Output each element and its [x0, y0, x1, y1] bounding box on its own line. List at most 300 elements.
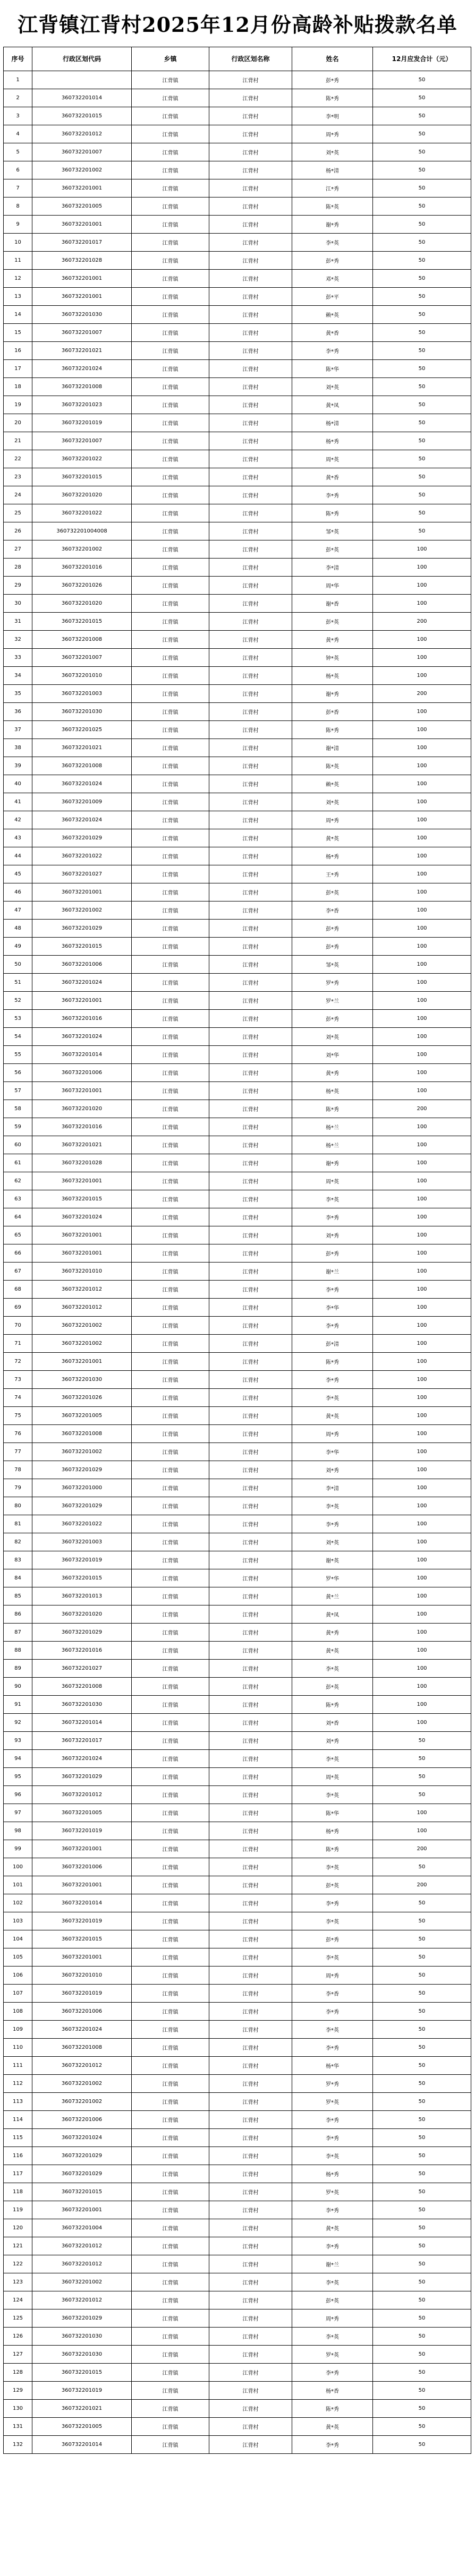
cell-index: 110 — [4, 2039, 32, 2057]
table-row — [4, 2003, 471, 2021]
cell-name: 李*英 — [292, 1786, 373, 1804]
cell-name: 李*秀 — [292, 2436, 373, 2454]
table-row — [4, 522, 471, 540]
cell-town: 江背镇 — [132, 540, 209, 559]
cell-amount: 100 — [373, 1443, 471, 1461]
cell-town: 江背镇 — [132, 2364, 209, 2382]
cell-code: 360732201002 — [32, 540, 132, 559]
cell-town: 江背镇 — [132, 883, 209, 901]
cell-index: 102 — [4, 1894, 32, 1912]
cell-index: 61 — [4, 1154, 32, 1172]
cell-town: 江背镇 — [132, 89, 209, 107]
cell-town: 江背镇 — [132, 1371, 209, 1389]
cell-amount: 100 — [373, 1010, 471, 1028]
cell-amount: 50 — [373, 486, 471, 504]
cell-name: 江*秀 — [292, 179, 373, 198]
cell-town: 江背镇 — [132, 847, 209, 865]
cell-town: 江背镇 — [132, 522, 209, 540]
cell-town: 江背镇 — [132, 2093, 209, 2111]
cell-amount: 50 — [373, 2219, 471, 2237]
cell-code: 360732201029 — [32, 1624, 132, 1642]
cell-index: 46 — [4, 883, 32, 901]
table-row — [4, 938, 471, 956]
cell-code: 360732201020 — [32, 486, 132, 504]
cell-name: 彭*秀 — [292, 1930, 373, 1948]
cell-village: 江背村 — [209, 1226, 292, 1244]
cell-code: 360732201002 — [32, 161, 132, 179]
cell-village: 江背村 — [209, 938, 292, 956]
table-row — [4, 125, 471, 143]
cell-town: 江背镇 — [132, 1985, 209, 2003]
cell-amount: 100 — [373, 1244, 471, 1263]
cell-amount: 100 — [373, 1064, 471, 1082]
cell-index: 53 — [4, 1010, 32, 1028]
cell-town: 江背镇 — [132, 107, 209, 125]
cell-name: 周*秀 — [292, 811, 373, 829]
cell-village: 江背村 — [209, 1930, 292, 1948]
cell-town: 江背镇 — [132, 1533, 209, 1551]
cell-town: 江背镇 — [132, 667, 209, 685]
cell-code: 360732201030 — [32, 703, 132, 721]
cell-index: 7 — [4, 179, 32, 198]
cell-code: 360732201028 — [32, 1154, 132, 1172]
cell-name: 刘*英 — [292, 1533, 373, 1551]
cell-name: 杨*秀 — [292, 2165, 373, 2183]
table-row — [4, 306, 471, 324]
cell-code: 360732201002 — [32, 901, 132, 920]
cell-amount: 100 — [373, 901, 471, 920]
table-body — [4, 71, 471, 2454]
cell-code: 360732201029 — [32, 1768, 132, 1786]
cell-name: 谢*秀 — [292, 216, 373, 234]
cell-name: 罗*兰 — [292, 992, 373, 1010]
cell-amount: 100 — [373, 1533, 471, 1551]
table-row — [4, 1660, 471, 1678]
cell-index: 109 — [4, 2021, 32, 2039]
cell-village: 江背村 — [209, 1985, 292, 2003]
cell-name: 李*英 — [292, 1858, 373, 1876]
cell-code: 360732201015 — [32, 2364, 132, 2382]
cell-name: 陈*秀 — [292, 1696, 373, 1714]
cell-village: 江背村 — [209, 486, 292, 504]
cell-amount: 100 — [373, 1587, 471, 1605]
cell-code: 360732201020 — [32, 1605, 132, 1624]
cell-amount: 100 — [373, 1208, 471, 1226]
table-row — [4, 559, 471, 577]
cell-code: 360732201029 — [32, 920, 132, 938]
cell-village: 江背村 — [209, 1551, 292, 1569]
cell-code: 360732201001 — [32, 179, 132, 198]
cell-index: 90 — [4, 1678, 32, 1696]
cell-town: 江背镇 — [132, 685, 209, 703]
cell-village: 江背村 — [209, 1732, 292, 1750]
cell-code: 360732201012 — [32, 2237, 132, 2255]
cell-village: 江背村 — [209, 1118, 292, 1136]
cell-index: 104 — [4, 1930, 32, 1948]
cell-amount: 100 — [373, 1082, 471, 1100]
cell-town: 江背镇 — [132, 1353, 209, 1371]
cell-amount: 50 — [373, 2003, 471, 2021]
cell-code: 360732201013 — [32, 1587, 132, 1605]
cell-town: 江背镇 — [132, 1714, 209, 1732]
cell-name: 彭*秀 — [292, 252, 373, 270]
cell-name: 刘*英 — [292, 378, 373, 396]
cell-town: 江背镇 — [132, 125, 209, 143]
cell-code: 360732201024 — [32, 2021, 132, 2039]
cell-village: 江背村 — [209, 2328, 292, 2346]
cell-town: 江背镇 — [132, 1569, 209, 1587]
cell-village: 江背村 — [209, 2039, 292, 2057]
cell-name: 罗*英 — [292, 2183, 373, 2201]
table-row — [4, 234, 471, 252]
cell-village: 江背村 — [209, 1461, 292, 1479]
table-row — [4, 143, 471, 161]
cell-code: 360732201019 — [32, 1912, 132, 1930]
cell-name: 彭*平 — [292, 288, 373, 306]
cell-name: 李*秀 — [292, 2039, 373, 2057]
cell-code: 360732201005 — [32, 2418, 132, 2436]
cell-index: 25 — [4, 504, 32, 522]
cell-code: 360732201001 — [32, 1840, 132, 1858]
cell-amount: 50 — [373, 414, 471, 432]
cell-name: 李*英 — [292, 1660, 373, 1678]
cell-amount: 100 — [373, 974, 471, 992]
cell-index: 98 — [4, 1822, 32, 1840]
cell-town: 江背镇 — [132, 324, 209, 342]
cell-index: 43 — [4, 829, 32, 847]
cell-town: 江背镇 — [132, 1840, 209, 1858]
cell-code: 360732201002 — [32, 2093, 132, 2111]
cell-town: 江背镇 — [132, 757, 209, 775]
cell-amount: 100 — [373, 1461, 471, 1479]
cell-code: 360732201015 — [32, 1569, 132, 1587]
cell-name: 李*英 — [292, 1750, 373, 1768]
cell-amount: 50 — [373, 1768, 471, 1786]
cell-amount: 100 — [373, 1136, 471, 1154]
table-row — [4, 360, 471, 378]
cell-town: 江背镇 — [132, 143, 209, 161]
cell-town: 江背镇 — [132, 1967, 209, 1985]
cell-index: 86 — [4, 1605, 32, 1624]
cell-index: 89 — [4, 1660, 32, 1678]
cell-code: 360732201001 — [32, 1244, 132, 1263]
cell-name: 陈*秀 — [292, 2400, 373, 2418]
cell-code: 360732201014 — [32, 89, 132, 107]
cell-index: 64 — [4, 1208, 32, 1226]
cell-amount: 50 — [373, 450, 471, 468]
cell-name: 李*秀 — [292, 2111, 373, 2129]
cell-code: 360732201012 — [32, 2057, 132, 2075]
cell-name: 谢*香 — [292, 595, 373, 613]
cell-village: 江背村 — [209, 198, 292, 216]
cell-index: 2 — [4, 89, 32, 107]
cell-name: 李*英 — [292, 1389, 373, 1407]
cell-index: 9 — [4, 216, 32, 234]
cell-index: 129 — [4, 2382, 32, 2400]
cell-name: 周*秀 — [292, 2309, 373, 2328]
cell-amount: 100 — [373, 883, 471, 901]
table-row — [4, 2418, 471, 2436]
cell-town: 江背镇 — [132, 1912, 209, 1930]
cell-amount: 50 — [373, 2093, 471, 2111]
cell-town: 江背镇 — [132, 396, 209, 414]
cell-code: 360732201029 — [32, 2309, 132, 2328]
cell-code: 360732201004008 — [32, 522, 132, 540]
cell-town: 江背镇 — [132, 2201, 209, 2219]
cell-amount: 50 — [373, 143, 471, 161]
cell-village: 江背村 — [209, 1100, 292, 1118]
cell-name: 李*秀 — [292, 1281, 373, 1299]
cell-town: 江背镇 — [132, 1696, 209, 1714]
table-row — [4, 2255, 471, 2273]
cell-town: 江背镇 — [132, 938, 209, 956]
cell-town: 江背镇 — [132, 920, 209, 938]
table-row — [4, 2364, 471, 2382]
table-row — [4, 649, 471, 667]
cell-index: 20 — [4, 414, 32, 432]
cell-index: 13 — [4, 288, 32, 306]
table-row — [4, 703, 471, 721]
table-row — [4, 1226, 471, 1244]
cell-index: 16 — [4, 342, 32, 360]
cell-index: 58 — [4, 1100, 32, 1118]
table-row — [4, 1515, 471, 1533]
table-row — [4, 2021, 471, 2039]
cell-index: 76 — [4, 1425, 32, 1443]
cell-amount: 100 — [373, 1515, 471, 1533]
cell-amount: 100 — [373, 1335, 471, 1353]
cell-index: 36 — [4, 703, 32, 721]
table-row — [4, 1985, 471, 2003]
cell-index: 87 — [4, 1624, 32, 1642]
cell-index: 54 — [4, 1028, 32, 1046]
cell-town: 江背镇 — [132, 161, 209, 179]
cell-index: 57 — [4, 1082, 32, 1100]
cell-village: 江背村 — [209, 1642, 292, 1660]
cell-index: 10 — [4, 234, 32, 252]
cell-code — [32, 71, 132, 89]
cell-index: 12 — [4, 270, 32, 288]
cell-name: 黄*英 — [292, 2219, 373, 2237]
cell-code: 360732201012 — [32, 2291, 132, 2309]
cell-name: 杨*香 — [292, 2382, 373, 2400]
table-row — [4, 2165, 471, 2183]
cell-amount: 50 — [373, 2382, 471, 2400]
cell-town: 江背镇 — [132, 2255, 209, 2273]
cell-name: 王*秀 — [292, 865, 373, 883]
cell-village: 江背村 — [209, 432, 292, 450]
table-row — [4, 2201, 471, 2219]
table-row — [4, 1118, 471, 1136]
cell-amount: 50 — [373, 1894, 471, 1912]
cell-name: 刘*香 — [292, 1714, 373, 1732]
cell-amount: 100 — [373, 1551, 471, 1569]
cell-code: 360732201004 — [32, 2219, 132, 2237]
cell-name: 赖*英 — [292, 306, 373, 324]
table-row — [4, 1840, 471, 1858]
cell-amount: 100 — [373, 757, 471, 775]
cell-village: 江背村 — [209, 540, 292, 559]
cell-code: 360732201000 — [32, 1479, 132, 1497]
table-row — [4, 757, 471, 775]
cell-name: 李*秀 — [292, 2129, 373, 2147]
table-row — [4, 1678, 471, 1696]
cell-amount: 50 — [373, 2021, 471, 2039]
table-row — [4, 396, 471, 414]
cell-village: 江背村 — [209, 360, 292, 378]
cell-name: 黄*香 — [292, 324, 373, 342]
cell-amount: 100 — [373, 1118, 471, 1136]
header-town: 乡镇 — [132, 47, 209, 71]
header-row — [4, 47, 471, 71]
table-row — [4, 1064, 471, 1082]
cell-village: 江背村 — [209, 703, 292, 721]
cell-name: 刘*秀 — [292, 1461, 373, 1479]
cell-village: 江背村 — [209, 2400, 292, 2418]
cell-amount: 100 — [373, 577, 471, 595]
cell-index: 75 — [4, 1407, 32, 1425]
cell-name: 周*秀 — [292, 1425, 373, 1443]
cell-index: 49 — [4, 938, 32, 956]
cell-village: 江背村 — [209, 1479, 292, 1497]
cell-name: 谢*清 — [292, 739, 373, 757]
cell-index: 24 — [4, 486, 32, 504]
cell-town: 江背镇 — [132, 1208, 209, 1226]
table-row — [4, 1461, 471, 1479]
table-row — [4, 1082, 471, 1100]
cell-index: 73 — [4, 1371, 32, 1389]
cell-village: 江背村 — [209, 2129, 292, 2147]
cell-name: 彭*秀 — [292, 920, 373, 938]
cell-name: 周*英 — [292, 1172, 373, 1190]
cell-amount: 50 — [373, 107, 471, 125]
table-row — [4, 1425, 471, 1443]
cell-amount: 200 — [373, 685, 471, 703]
cell-name: 谢*秀 — [292, 1154, 373, 1172]
cell-code: 360732201002 — [32, 1443, 132, 1461]
cell-amount: 100 — [373, 667, 471, 685]
cell-town: 江背镇 — [132, 2237, 209, 2255]
cell-code: 360732201006 — [32, 1858, 132, 1876]
cell-index: 51 — [4, 974, 32, 992]
cell-village: 江背村 — [209, 1497, 292, 1515]
cell-index: 130 — [4, 2400, 32, 2418]
cell-amount: 50 — [373, 179, 471, 198]
cell-village: 江背村 — [209, 721, 292, 739]
table-row — [4, 2436, 471, 2454]
table-row — [4, 1696, 471, 1714]
cell-name: 杨*华 — [292, 2057, 373, 2075]
cell-village: 江背村 — [209, 1768, 292, 1786]
table-row — [4, 161, 471, 179]
cell-village: 江背村 — [209, 901, 292, 920]
cell-amount: 100 — [373, 1479, 471, 1497]
cell-town: 江背镇 — [132, 198, 209, 216]
cell-amount: 50 — [373, 2436, 471, 2454]
cell-village: 江背村 — [209, 1064, 292, 1082]
cell-village: 江背村 — [209, 89, 292, 107]
cell-town: 江背镇 — [132, 270, 209, 288]
cell-name: 周*华 — [292, 577, 373, 595]
cell-town: 江背镇 — [132, 252, 209, 270]
cell-code: 360732201003 — [32, 685, 132, 703]
cell-amount: 100 — [373, 1172, 471, 1190]
cell-index: 117 — [4, 2165, 32, 2183]
table-row — [4, 2129, 471, 2147]
table-row — [4, 2057, 471, 2075]
cell-name: 周*秀 — [292, 125, 373, 143]
cell-name: 谢*英 — [292, 1551, 373, 1569]
cell-code: 360732201029 — [32, 829, 132, 847]
table-row — [4, 901, 471, 920]
table-row — [4, 721, 471, 739]
cell-amount: 50 — [373, 234, 471, 252]
cell-index: 45 — [4, 865, 32, 883]
cell-name: 刘*华 — [292, 1046, 373, 1064]
cell-index: 30 — [4, 595, 32, 613]
cell-index: 29 — [4, 577, 32, 595]
cell-index: 32 — [4, 631, 32, 649]
cell-index: 113 — [4, 2093, 32, 2111]
table-row — [4, 2237, 471, 2255]
cell-town: 江背镇 — [132, 1335, 209, 1353]
table-row — [4, 1894, 471, 1912]
cell-code: 360732201022 — [32, 847, 132, 865]
cell-name: 杨*秀 — [292, 1822, 373, 1840]
cell-name: 刘*秀 — [292, 1226, 373, 1244]
cell-name: 陈*秀 — [292, 89, 373, 107]
cell-village: 江背村 — [209, 559, 292, 577]
table-row — [4, 2309, 471, 2328]
cell-index: 35 — [4, 685, 32, 703]
table-row — [4, 2328, 471, 2346]
cell-code: 360732201002 — [32, 1317, 132, 1335]
cell-town: 江背镇 — [132, 1768, 209, 1786]
cell-village: 江背村 — [209, 1046, 292, 1064]
cell-village: 江背村 — [209, 1714, 292, 1732]
cell-amount: 100 — [373, 631, 471, 649]
cell-index: 21 — [4, 432, 32, 450]
cell-code: 360732201010 — [32, 1263, 132, 1281]
cell-index: 66 — [4, 1244, 32, 1263]
cell-index: 33 — [4, 649, 32, 667]
cell-village: 江背村 — [209, 1263, 292, 1281]
table-row — [4, 2111, 471, 2129]
cell-amount: 50 — [373, 161, 471, 179]
cell-town: 江背镇 — [132, 234, 209, 252]
table-row — [4, 1263, 471, 1281]
table-row — [4, 1317, 471, 1335]
cell-town: 江背镇 — [132, 559, 209, 577]
cell-town: 江背镇 — [132, 342, 209, 360]
cell-village: 江背村 — [209, 757, 292, 775]
cell-town: 江背镇 — [132, 504, 209, 522]
cell-name: 杨*清 — [292, 161, 373, 179]
cell-code: 360732201024 — [32, 1208, 132, 1226]
cell-code: 360732201006 — [32, 1064, 132, 1082]
cell-code: 360732201001 — [32, 1353, 132, 1371]
cell-index: 132 — [4, 2436, 32, 2454]
cell-code: 360732201007 — [32, 324, 132, 342]
cell-town: 江背镇 — [132, 306, 209, 324]
cell-code: 360732201015 — [32, 938, 132, 956]
cell-name: 陈*秀 — [292, 1353, 373, 1371]
cell-village: 江背村 — [209, 2021, 292, 2039]
cell-index: 114 — [4, 2111, 32, 2129]
table-row — [4, 89, 471, 107]
cell-amount: 200 — [373, 1100, 471, 1118]
cell-town: 江背镇 — [132, 1876, 209, 1894]
